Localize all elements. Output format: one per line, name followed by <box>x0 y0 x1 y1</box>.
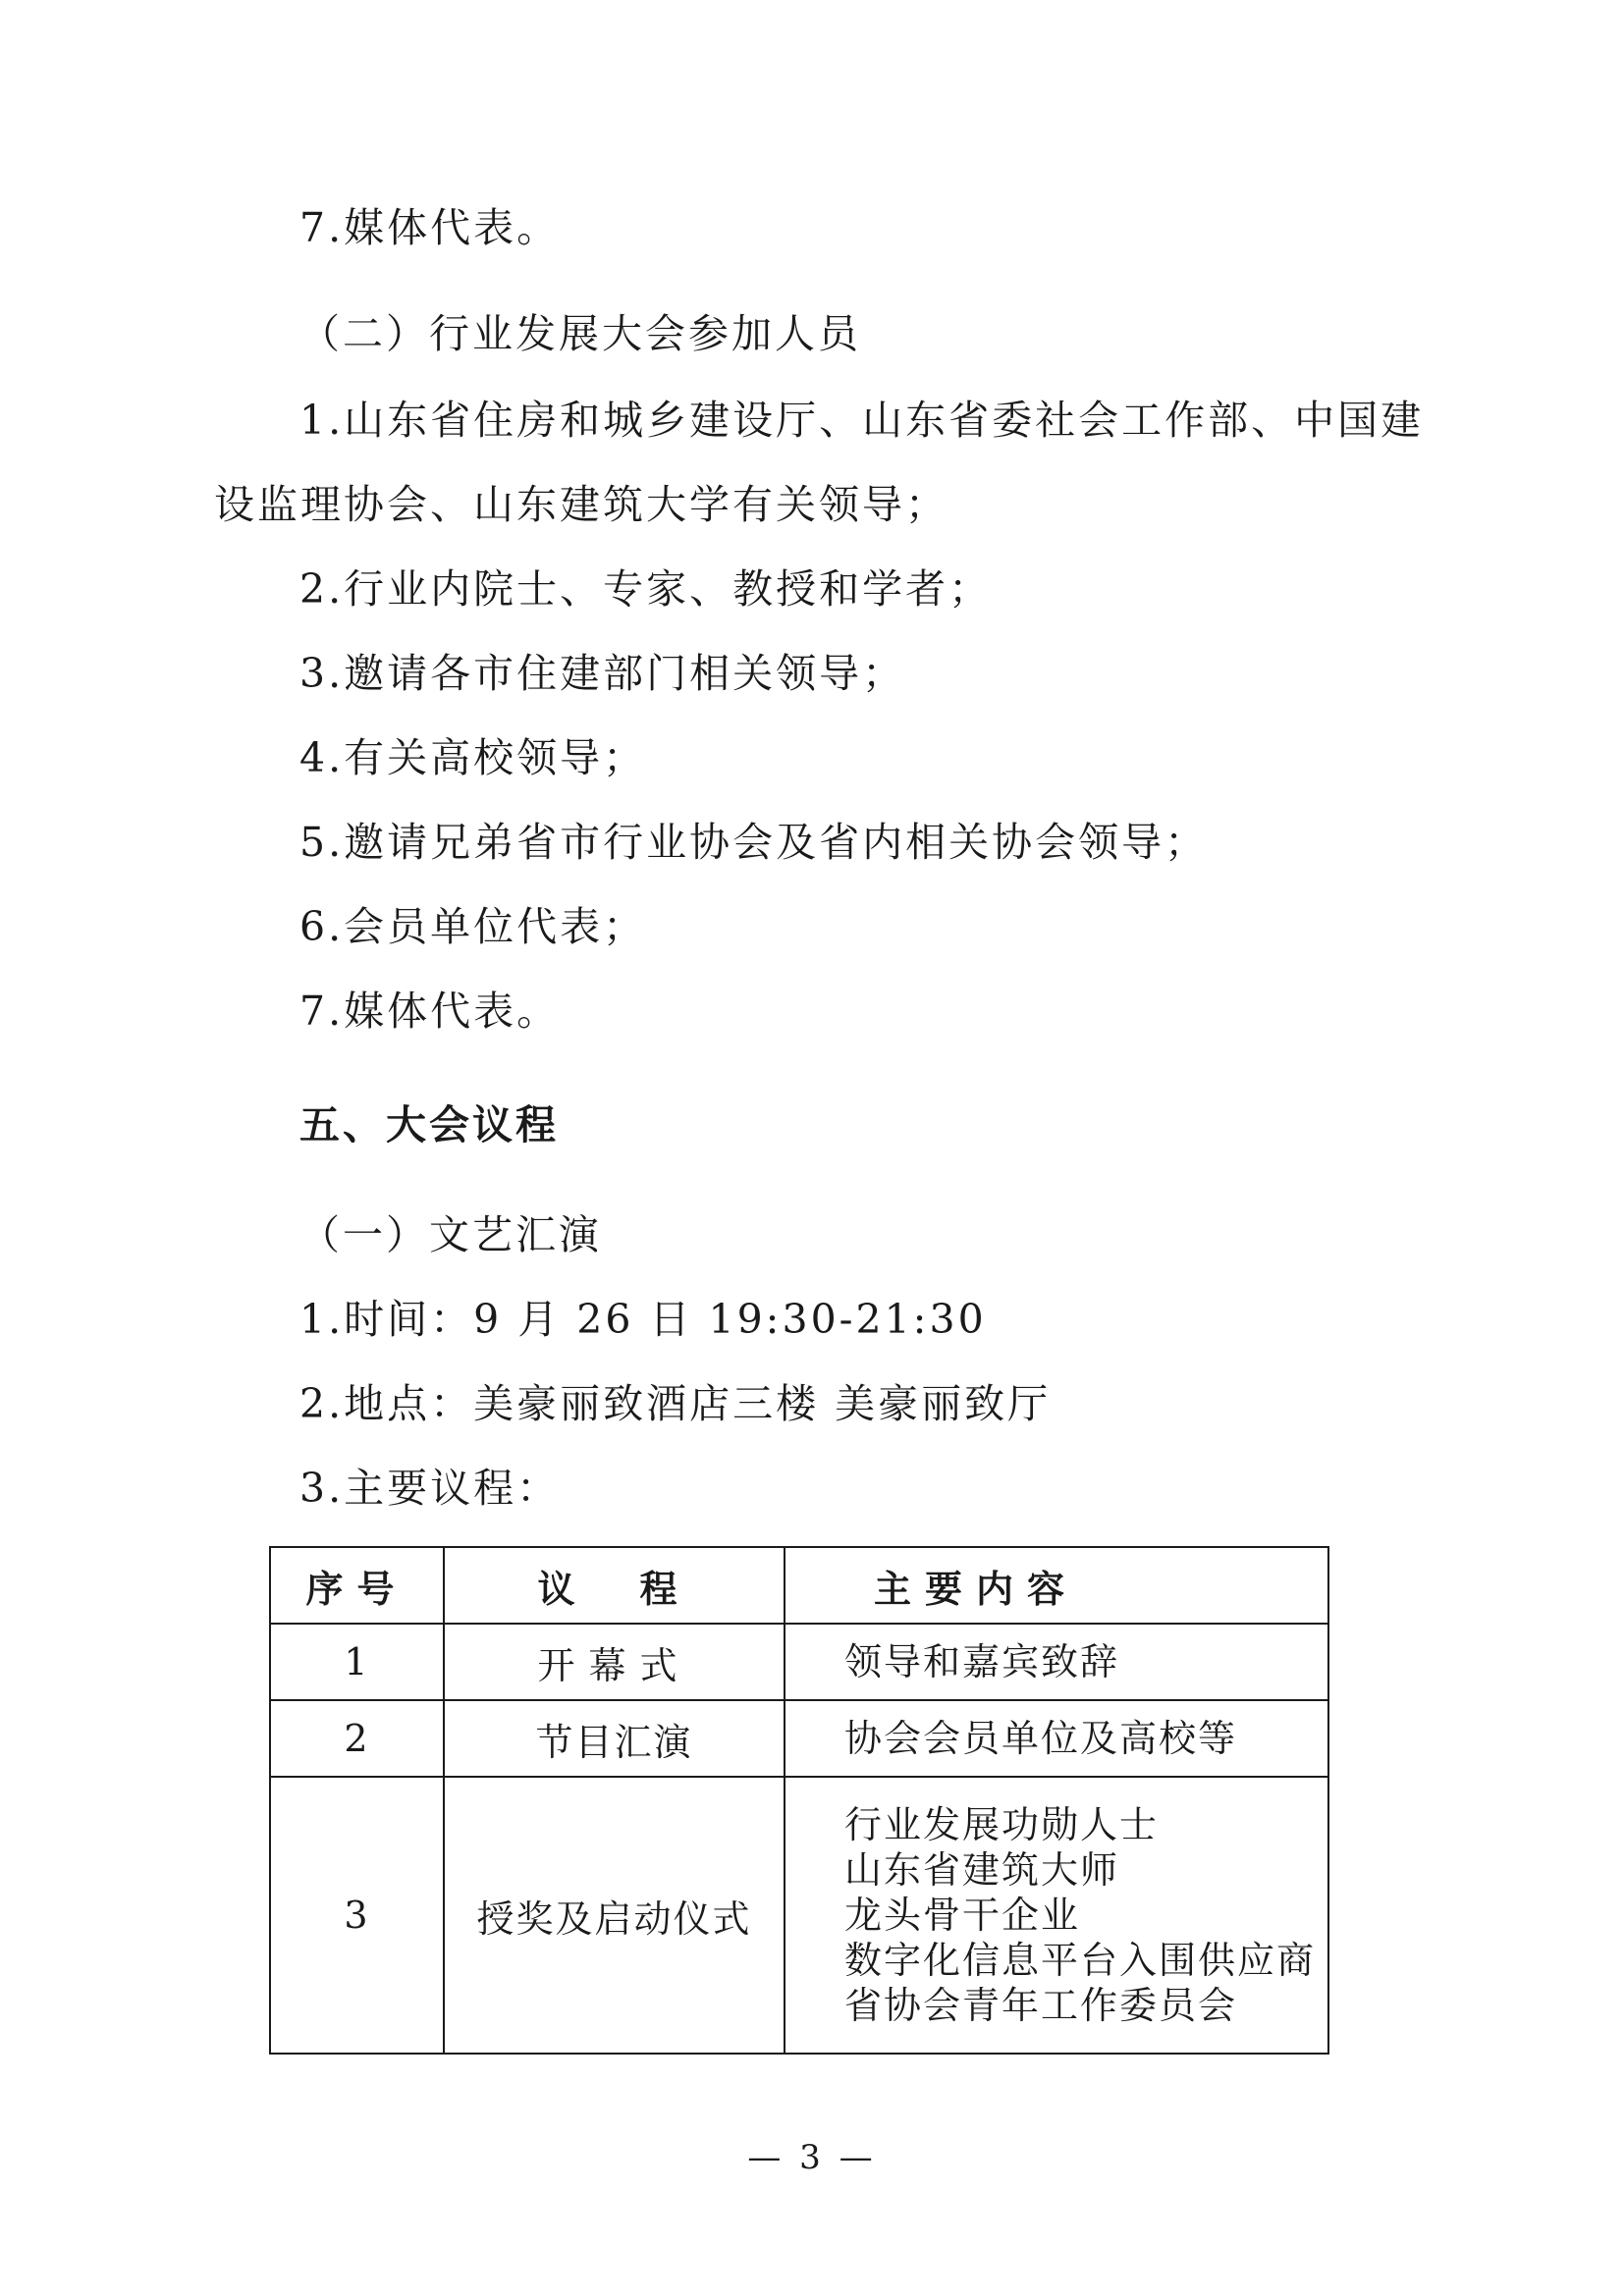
paragraph-item-3: 3.邀请各市住建部门相关领导； <box>299 650 906 697</box>
row-content <box>785 1777 1328 2054</box>
paragraph-item-6: 6.会员单位代表； <box>299 903 647 950</box>
header-content: 主要内容 <box>785 1547 1328 1624</box>
row-no: 2 <box>270 1700 444 1777</box>
table-row <box>270 1700 1328 1777</box>
table-row <box>270 1624 1328 1700</box>
page-number: — 3 — <box>747 2138 877 2177</box>
paragraph-time: 1.时间：9 月 26 日 19:30-21:30 <box>299 1296 987 1343</box>
table-row <box>270 1777 1328 2054</box>
row-item: 开幕式 <box>444 1624 785 1700</box>
content-line: 龙头骨干企业 <box>844 1894 1081 1937</box>
paragraph-item-1b: 设监理协会、山东建筑大学有关领导； <box>214 481 948 528</box>
row-no: 1 <box>270 1624 444 1700</box>
table-header-row <box>270 1547 1328 1624</box>
content-line: 山东省建筑大师 <box>844 1848 1120 1892</box>
paragraph-media-1: 7.媒体代表。 <box>299 204 561 251</box>
content-line: 数字化信息平台入围供应商 <box>844 1939 1317 1982</box>
content-line: 领导和嘉宾致辞 <box>844 1640 1120 1683</box>
row-item: 授奖及启动仪式 <box>444 1777 785 2054</box>
paragraph-item-2: 2.行业内院士、专家、教授和学者； <box>299 565 993 613</box>
content-line: 协会会员单位及高校等 <box>844 1717 1238 1760</box>
agenda-table <box>269 1546 1329 2055</box>
content-line: 行业发展功勋人士 <box>844 1803 1160 1846</box>
row-content <box>785 1700 1328 1777</box>
section-heading-1: （一）文艺汇演 <box>299 1211 602 1258</box>
paragraph-item-7: 7.媒体代表。 <box>299 988 561 1035</box>
header-no: 序号 <box>270 1547 444 1624</box>
paragraph-location: 2.地点：美豪丽致酒店三楼 美豪丽致厅 <box>299 1380 1052 1427</box>
header-item: 议 程 <box>444 1547 785 1624</box>
row-no: 3 <box>270 1777 444 2054</box>
content-line: 省协会青年工作委员会 <box>844 1984 1238 2027</box>
chapter-heading-5: 五、大会议程 <box>299 1101 559 1148</box>
paragraph-item-1a: 1.山东省住房和城乡建设厅、山东省委社会工作部、中国建 <box>299 397 1425 444</box>
row-content <box>785 1624 1328 1700</box>
paragraph-item-5: 5.邀请兄弟省市行业协会及省内相关协会领导； <box>299 819 1209 866</box>
section-heading-2: （二）行业发展大会参加人员 <box>299 310 861 357</box>
paragraph-agenda: 3.主要议程： <box>299 1465 561 1512</box>
paragraph-item-4: 4.有关高校领导； <box>299 734 647 781</box>
row-item: 节目汇演 <box>444 1700 785 1777</box>
